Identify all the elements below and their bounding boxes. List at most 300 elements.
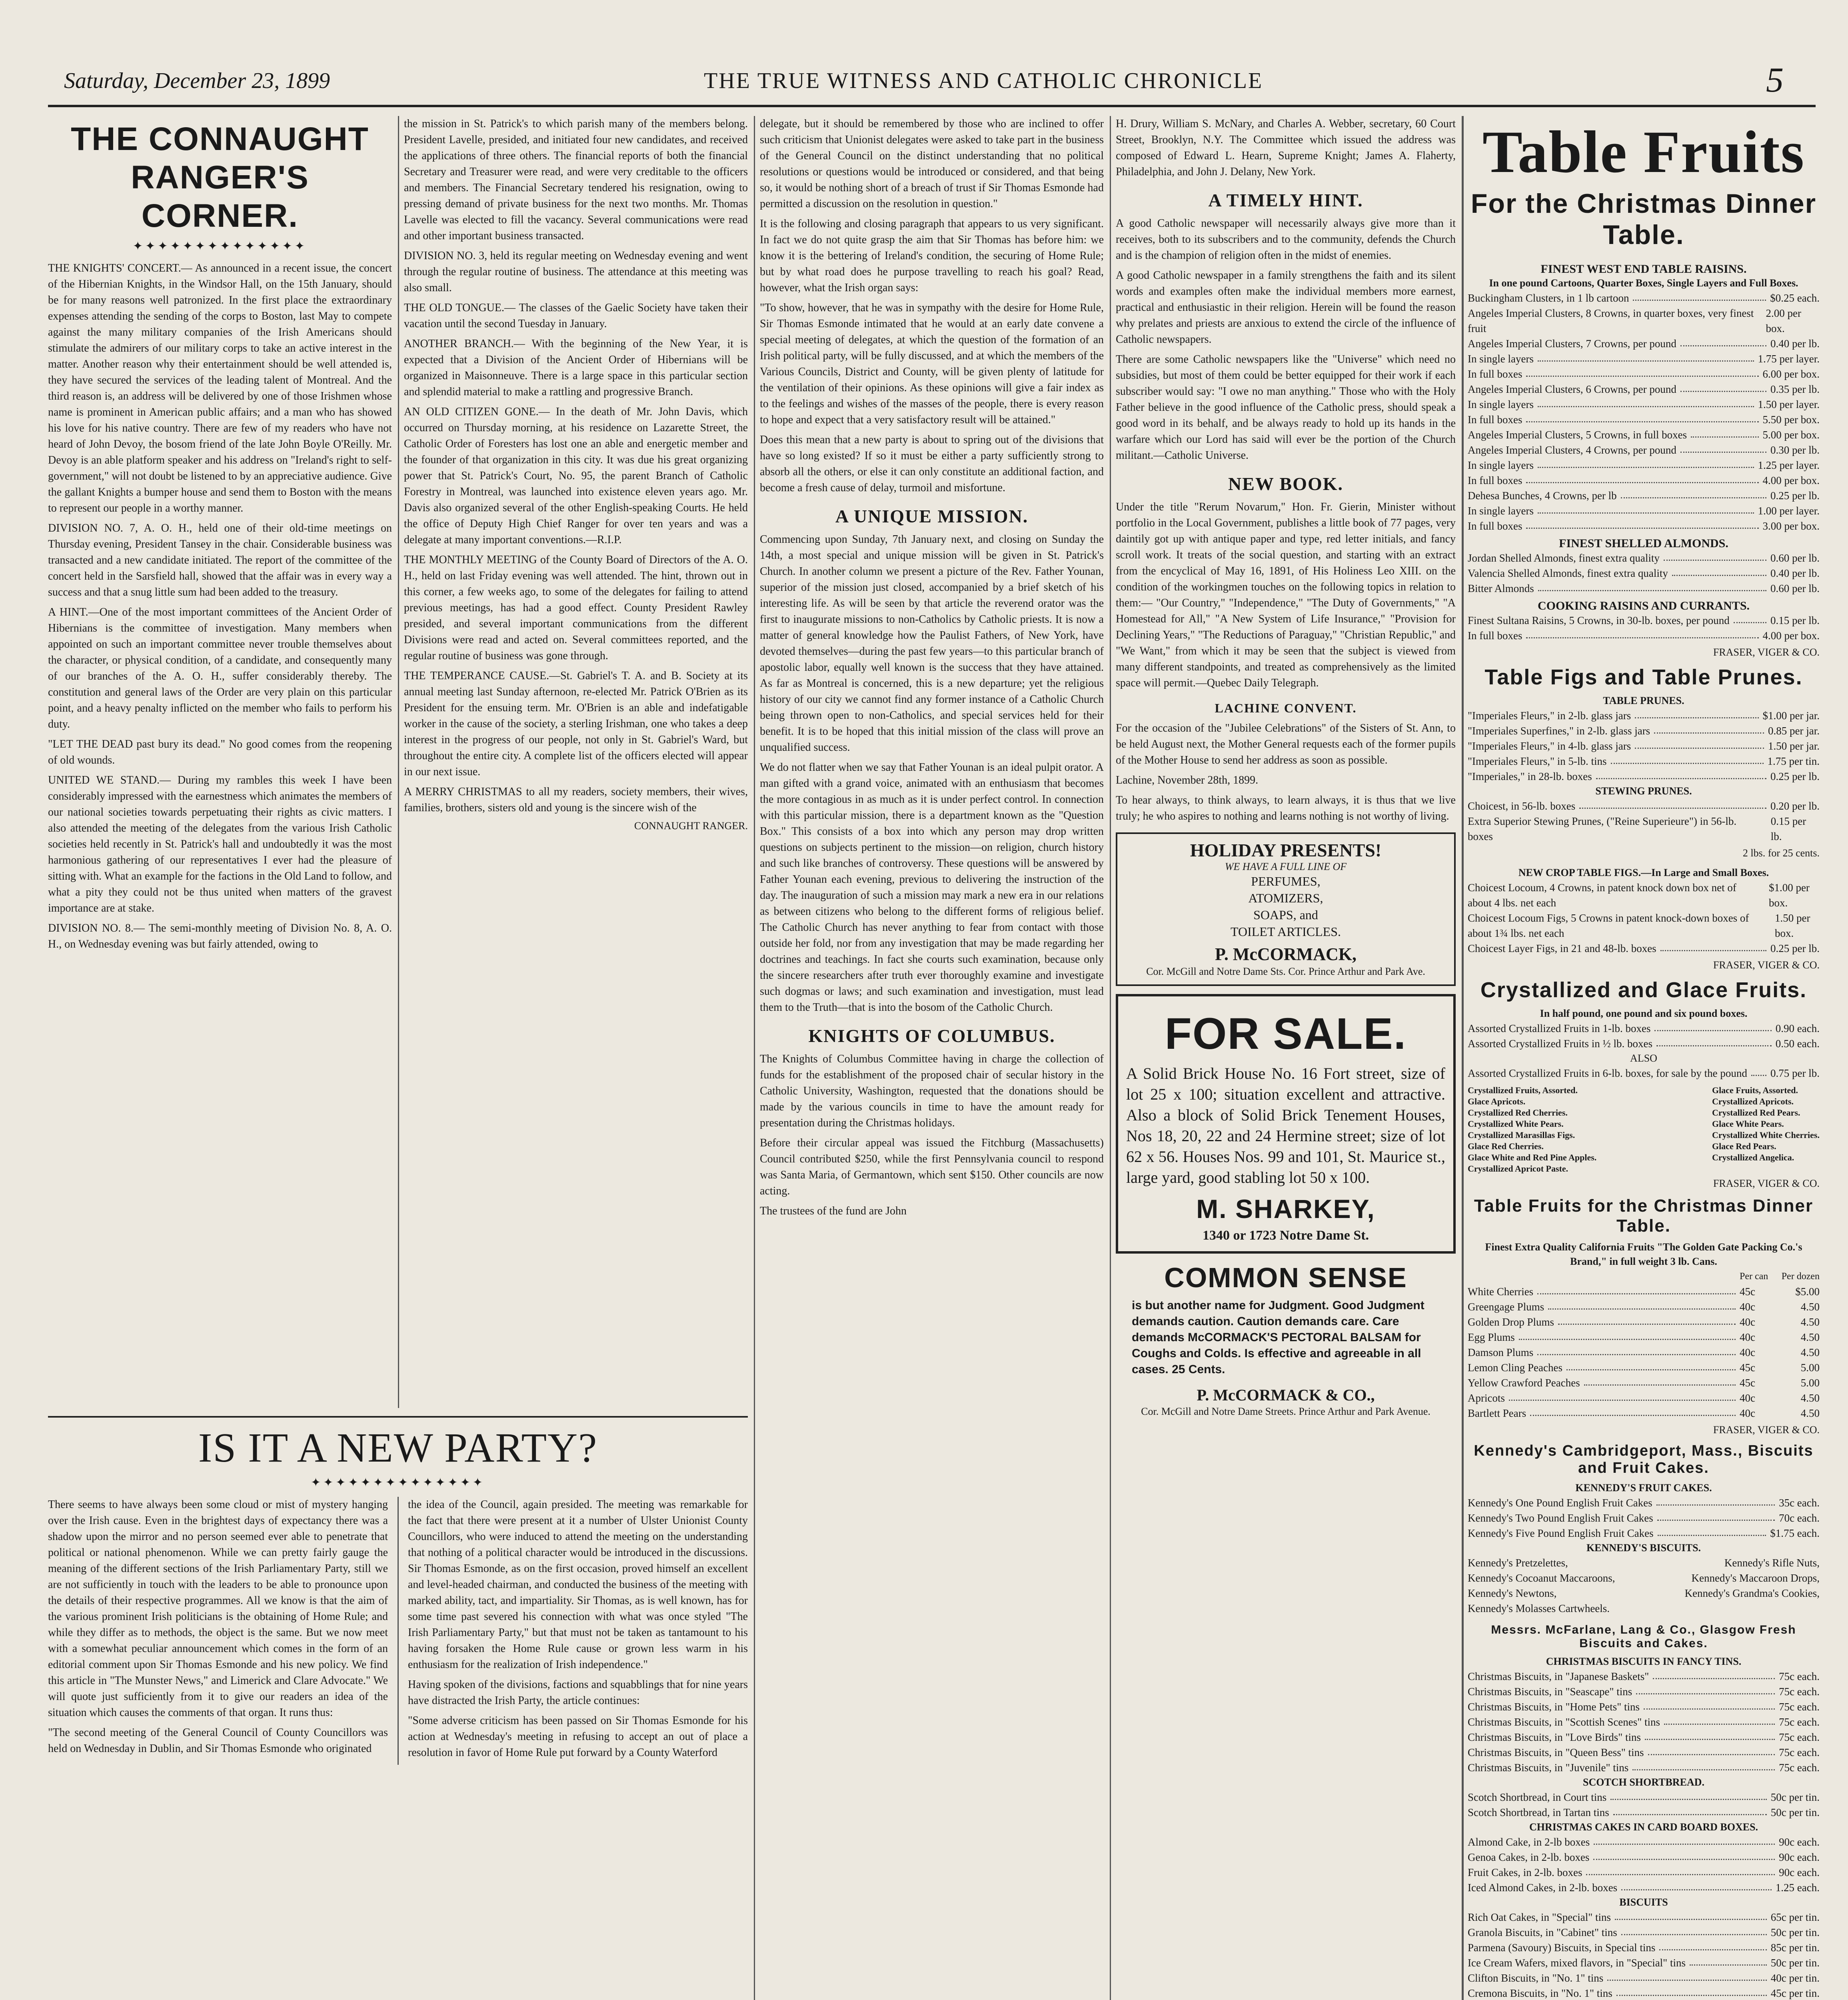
price-row [1468, 1314, 1820, 1330]
leader-dots [1621, 488, 1766, 498]
biscuits-list [1468, 1910, 1820, 2000]
price-per-can: 40c [1740, 1316, 1755, 1328]
leader-dots [1659, 1940, 1766, 1950]
for-sale-address: 1340 or 1723 Notre Dame St. [1202, 1228, 1369, 1243]
paragraph: There are some Catholic newspapers like the "Universe" which need no subsidies, but most of them could be better equipped for their work if each subscriber would say: "I owe no man anything." Those who with the Holy Father believe in the good influence of the Catholic press, should speak a good word in its behalf, and be always ready to hold up its hands in the warfare which our Lord has said will ever be the portion of the Church militant.—Catholic Universe. [1116, 353, 1456, 462]
knights-body [760, 1051, 1104, 1219]
price-row [1468, 336, 1820, 351]
item-price: 75c each. [1779, 1686, 1820, 1698]
price-row [1468, 306, 1820, 336]
item-name: In full boxes [1468, 414, 1522, 426]
item-name: "Imperiales Fleurs," in 2-lb. glass jars [1468, 710, 1631, 722]
item-name: Fruit Cakes, in 2-lb. boxes [1468, 1866, 1582, 1878]
item-name: Christmas Biscuits, in "Love Birds" tins [1468, 1731, 1641, 1743]
item-price: 90c each. [1779, 1866, 1820, 1878]
xmas-biscuits-list [1468, 1669, 1820, 1775]
item-price: 0.15 per lb. [1770, 815, 1806, 842]
item-name: In full boxes [1468, 474, 1522, 486]
item-name: Kennedy's Two Pound English Fruit Cakes [1468, 1512, 1653, 1524]
knights-names: H. Drury, William S. McNary, and Charles A. Webber, secretary, 60 Court Street, Brooklyn, N.Y. The Committee which issued the address was composed of Edward L. Hearn, Supreme Knight; James A. Flaherty, Philadelphia, and John J. Delany, New York. [1116, 118, 1456, 178]
price-per-dozen: 4.50 [1800, 1301, 1820, 1313]
item-name: Clifton Biscuits, in "No. 1" tins [1468, 1972, 1604, 1984]
leader-dots [1586, 1865, 1775, 1875]
paragraph: AN OLD CITIZEN GONE.— In the death of Mr. John Davis, which occurred on Thursday morning, at his residence on Lazarette Street, the Catholic Order of Foresters has lost one an able and energetic member and the founder of that organization in this city. It was due his great organizing power that St. Patrick's Court, No. 95, the parent Branch of Catholic Forestry in Montreal, was launched into existence eleven years ago. Mr. Davis also organized several of the other English-speaking Courts. He held the office of Deputy High Chief Ranger for over ten years and was a delegate at many important conventions.—R.I.P. [404, 406, 748, 546]
paragraph: DIVISION NO. 3, held its regular meeting on Wednesday evening and went through the regular routine of business. The attendance at this meeting was also small. [404, 250, 748, 294]
list-item: ATOMIZERS, [1248, 891, 1323, 905]
newcrop-list [1468, 880, 1820, 956]
item-name: Genoa Cakes, in 2-lb. boxes [1468, 1851, 1590, 1863]
list-item: Glace White Pears. [1712, 1119, 1784, 1129]
paragraph: ANOTHER BRANCH.— With the beginning of the New Year, it is expected that a Division of the Ancient Order of Hibernians will be organized in Maisonneuve. There is a large space in this particular section and splendid material to make a rattling and progressive Branch. [404, 338, 748, 398]
paragraph: A good Catholic newspaper in a family strengthens the faith and its silent words and examples often make the individual members more earnest, practical and enthusiastic in their religion. Herein will be found the reason why prelates and priests are anxious to extend the circle of the influence of Catholic newspapers. [1116, 269, 1456, 346]
leader-dots [1621, 1925, 1767, 1935]
kennedy-cakes-title: KENNEDY'S FRUIT CAKES. [1575, 1482, 1712, 1494]
item-price: 1.25 each. [1775, 1882, 1820, 1894]
item-price: 90c each. [1779, 1836, 1820, 1848]
paragraph: "The second meeting of the General Council of County Councillors was held on Wednesday in Dublin, and Sir Thomas Esmonde who originated [48, 1726, 388, 1755]
prunes-list [1468, 708, 1820, 784]
price-row [1468, 1345, 1820, 1360]
item-name: Valencia Shelled Almonds, finest extra quality [1468, 567, 1668, 579]
price-per-dozen: 4.50 [1800, 1331, 1820, 1343]
item-name: Extra Superior Stewing Prunes, ("Reine Superieure") in 56-lb. boxes [1468, 815, 1737, 842]
item-name: Bitter Almonds [1468, 582, 1534, 594]
list-item: Crystallized Fruits, Assorted. [1468, 1085, 1578, 1095]
crystallized-also: ALSO [1630, 1052, 1657, 1064]
paragraph: The trustees of the fund are John [760, 1205, 907, 1217]
item-price: 0.20 per lb. [1770, 800, 1820, 812]
for-sale-ad [1116, 994, 1456, 1254]
item-name: In single layers [1468, 459, 1534, 471]
paragraph: Having spoken of the divisions, factions and squabblings that for nine years have distracted the Irish Party, the article continues: [408, 1678, 748, 1707]
item-name: Buckingham Clusters, in 1 lb cartoon [1468, 292, 1629, 304]
list-item: Crystallized White Cherries. [1712, 1130, 1820, 1140]
leader-dots [1653, 1669, 1775, 1679]
item-name: Kennedy's Maccaroon Drops, [1691, 1572, 1820, 1584]
leader-dots [1621, 1880, 1772, 1890]
paragraph: Before their circular appeal was issued the Fitchburg (Massachusetts) Council contributed $250, while the first Pennsylvania council to respond was Santa Maria, of Germantown, which sent $150. Other councils are now acting. [760, 1137, 1104, 1197]
price-row [1468, 1955, 1820, 1970]
price-row [1468, 1760, 1820, 1775]
prunes-title: TABLE PRUNES. [1603, 695, 1684, 706]
crystallized-varieties-right [1712, 1085, 1820, 1174]
price-row [1468, 1390, 1820, 1406]
price-row [1468, 503, 1820, 518]
price-row [1468, 1970, 1820, 1986]
kennedy-biscuits-title: KENNEDY'S BISCUITS. [1586, 1542, 1701, 1554]
paragraph: "Some adverse criticism has been passed on Sir Thomas Esmonde for his action at Wednesday's meeting in refusing to accept an out of place a resolution in favor of Home Rule put forward by a County Waterford [408, 1714, 748, 1759]
item-price: 0.35 per lb. [1770, 383, 1820, 395]
leader-dots [1635, 738, 1764, 749]
item-price: 4.00 per box. [1762, 630, 1820, 642]
item-price: 0.85 per jar. [1768, 725, 1820, 737]
leader-dots [1680, 336, 1766, 346]
leader-dots [1526, 412, 1758, 422]
price-per-can: 40c [1740, 1301, 1755, 1313]
price-row [1468, 458, 1820, 473]
price-row [1468, 382, 1820, 397]
newcrop-title: NEW CROP TABLE FIGS.—In Large and Small Boxes. [1518, 867, 1769, 878]
item-price: 0.90 each. [1775, 1022, 1820, 1034]
leader-dots [1648, 1745, 1775, 1755]
new-party-left [48, 1497, 388, 1765]
item-name: Choicest Locoum, 4 Crowns, in patent knock down box net of about 4 lbs. net each [1468, 882, 1736, 909]
holiday-presents-ad [1116, 832, 1456, 986]
item-name: "Imperiales Fleurs," in 4-lb. glass jars [1468, 740, 1631, 752]
item-price: 5.00 per box. [1762, 429, 1820, 441]
leader-dots [1611, 754, 1764, 764]
item-name: Cremona Biscuits, in "No. 1" tins [1468, 1987, 1612, 1999]
biscuits-title: BISCUITS [1619, 1896, 1668, 1908]
item-name: Kennedy's Five Pound English Fruit Cakes [1468, 1527, 1654, 1539]
item-price: 50c per tin. [1770, 1806, 1820, 1818]
price-row [1468, 1036, 1820, 1051]
item-price: 0.15 per lb. [1770, 614, 1820, 626]
price-per-can: 40c [1740, 1346, 1755, 1358]
leader-dots [1519, 1330, 1736, 1340]
price-per-can: 45c [1740, 1362, 1755, 1374]
leader-dots [1680, 382, 1766, 392]
crystallized-title: Crystallized and Glace Fruits. [1480, 978, 1807, 1002]
kennedy-cakes-list [1468, 1495, 1820, 1541]
item-name: Christmas Biscuits, in "Juvenile" tins [1468, 1762, 1629, 1774]
crystallized-varieties-left [1468, 1085, 1596, 1174]
price-row [1468, 290, 1820, 306]
leader-dots [1579, 798, 1766, 809]
item-price: $1.00 per jar. [1762, 710, 1820, 722]
price-row [1468, 738, 1820, 754]
paragraph: delegate, but it should be remembered by those who are inclined to offer such criticism that Unionist delegates were asked to take part in the business of the General Council on the distinct understanding that no political resolutions or questions would be introduced or considered, and that being so, it would be nothing short of a breach of trust if Sir Thomas Esmonde had permitted a discussion on the resolution in question." [760, 118, 1104, 210]
price-row [1468, 1299, 1820, 1314]
raisins-title: FINEST WEST END TABLE RAISINS. [1540, 262, 1747, 276]
holiday-address: Cor. McGill and Notre Dame Sts. Cor. Prince Arthur and Park Ave. [1146, 966, 1425, 977]
new-book-body [1116, 499, 1456, 691]
leader-dots [1607, 1970, 1766, 1981]
unique-mission-body [760, 532, 1104, 1016]
price-row [1468, 412, 1820, 427]
item-price: 0.60 per lb. [1770, 582, 1820, 594]
leader-dots [1526, 473, 1758, 483]
leader-dots [1656, 1495, 1775, 1506]
item-price: 3.00 per box. [1762, 520, 1820, 532]
item-price: 0.50 each. [1775, 1038, 1820, 1050]
price-row [1468, 1865, 1820, 1880]
item-price: 0.25 per lb. [1770, 942, 1820, 954]
for-sale-body: A Solid Brick House No. 16 Fort street, size of lot 25 x 100; situation excellent and attractive. Also a block of Solid Brick Tenement Houses, Nos 18, 20, 22 and 24 Hermine street; size of lot 62 x 56. Houses Nos. 99 and 101, St. Maurice st., large yard, good stabling lot 50 x 100. [1126, 1064, 1445, 1186]
price-per-can: 40c [1740, 1407, 1755, 1419]
for-sale-title: FOR SALE. [1165, 1009, 1407, 1058]
leader-dots [1654, 723, 1764, 734]
paragraph: There seems to have always been some cloud or mist of mystery hanging over the Irish cause. Even in the brightest days of expectancy there was a shadow upon the mirror and no person seemed ever able to penetrate that political or national phenomenon. While we can pretty fairly gauge the meaning of the different sections of the Irish Parliamentary Party, still we are not sufficiently in touch with the leaders to be able to pronounce upon the details of their respective programmes. All we know is that the aim of the various prominent Irish politicians is the obtaining of Home Rule; and while they differ as to methods, the object is the same. But we now meet with a somewhat peculiar announcement which comes in the form of an editorial comment upon Sir Thomas Esmonde and his new policy. We find this article in "The Munster News," and Limerick and Clare Advocate." We will quote just sufficiently from it to give our readers an idea of the situation which causes the comments of that organ. It runs thus: [48, 1498, 388, 1719]
leader-dots [1657, 1510, 1775, 1521]
xmas-fruits-title: Table Fruits for the Christmas Dinner Table. [1474, 1196, 1814, 1236]
item-name: Lemon Cling Peaches [1468, 1362, 1562, 1374]
list-item: Crystallized Marasillas Figs. [1468, 1130, 1575, 1140]
item-name: Christmas Biscuits, in "Seascape" tins [1468, 1686, 1632, 1698]
price-row [1468, 442, 1820, 458]
issue-date: Saturday, December 23, 1899 [64, 68, 330, 93]
price-row [1468, 1360, 1820, 1375]
price-row [1468, 1850, 1820, 1865]
item-name: Iced Almond Cakes, in 2-lb. boxes [1468, 1882, 1618, 1894]
price-row [1468, 910, 1820, 941]
price-row [1468, 1730, 1820, 1745]
item-name: Angeles Imperial Clusters, 4 Crowns, per pound [1468, 444, 1676, 456]
item-price: $1.00 per box. [1768, 882, 1810, 909]
price-row [1468, 769, 1820, 784]
leader-dots [1660, 941, 1766, 951]
leader-dots [1584, 1375, 1736, 1386]
lachine-convent-body [1116, 720, 1456, 788]
item-name: Assorted Crystallized Fruits in ½ lb. boxes [1468, 1038, 1652, 1050]
item-name: Bartlett Pears [1468, 1407, 1526, 1419]
leader-dots [1530, 1406, 1736, 1416]
price-row [1468, 1330, 1820, 1345]
item-price: 50c per tin. [1770, 1957, 1820, 1969]
item-price: 90c each. [1779, 1851, 1820, 1863]
item-name: Kennedy's Pretzelettes, [1468, 1557, 1568, 1569]
for-sale-name: M. SHARKEY, [1196, 1194, 1375, 1224]
item-name: Dehesa Bunches, 4 Crowns, per lb [1468, 490, 1617, 502]
item-name: Angeles Imperial Clusters, 7 Crowns, per pound [1468, 338, 1676, 350]
glasgow-title: Messrs. McFarlane, Lang & Co., Glasgow Fresh Biscuits and Cakes. [1491, 1623, 1796, 1650]
list-item: Glace Red Cherries. [1468, 1141, 1544, 1151]
leader-dots [1537, 1284, 1736, 1294]
price-row [1468, 1284, 1820, 1299]
firm-signature: FRASER, VIGER & CO. [1713, 1424, 1820, 1436]
ranger-corner-title: THE CONNAUGHT RANGER'S CORNER. [71, 121, 369, 234]
cooking-list [1468, 613, 1820, 643]
list-item: Crystallized Red Pears. [1712, 1108, 1800, 1118]
item-price: 1.75 per tin. [1767, 755, 1820, 767]
item-name: In single layers [1468, 398, 1534, 410]
per-dozen-header: Per dozen [1781, 1271, 1820, 1282]
paragraph: THE MONTHLY MEETING of the County Board of Directors of the A. O. H., held on last Friday evening was well attended. The hint, thrown out in this corner, a few weeks ago, to some of the delegates for failing to attend previous meetings, has had a good effect. County President Rawley presided, and several important communications from the different Divisions were read and acted on. Several committees reported, and the regular routine of business was gone through. [404, 554, 748, 662]
ornament-divider: ✦✦✦✦✦✦✦✦✦✦✦✦✦✦ [133, 240, 307, 253]
item-price: 0.25 per lb. [1770, 490, 1820, 502]
paragraph: Commencing upon Sunday, 7th January next, and closing on Sunday the 14th, a most special and unique mission will be given in St. Patrick's Church. In another column we present a picture of the Rev. Father Younan, superior of the mission just closed, accompanied by a brief sketch of his interesting life. As will be seen by that article the reverend orator was the first to inaugurate missions to non-Catholics by Catholic priests. It is now a matter of general knowledge how the Paulist Fathers, of New York, have devoted themselves—during the past few years—to this particular branch of apostolic labor, equally well known is the success that they have attained. As far as Montreal is concerned, this is a new departure; yet the religious history of our city we cannot find any former instance of a Catholic Church being thrown open to non-Catholics, and special services held for their benefit. It is to be hoped that this initial mission of the class will prove an unqualified success. [760, 533, 1104, 754]
item-price: 6.00 per box. [1762, 368, 1820, 380]
price-row [1468, 1669, 1820, 1684]
paragraph: The Knights of Columbus Committee having in charge the collection of funds for the establishment of the proposed chair of secular history in the Catholic University, Washington, requested that the donations should be made by the various councils in time to have the amount ready for presentation during the Christmas holidays. [760, 1053, 1104, 1129]
item-price: 75c each. [1779, 1762, 1820, 1774]
price-row [1468, 1986, 1820, 2000]
crystallized-note: In half pound, one pound and six pound boxes. [1540, 1008, 1748, 1019]
price-row [1468, 723, 1820, 738]
item-price: 1.50 per layer. [1758, 398, 1820, 410]
paragraph: UNITED WE STAND.— During my rambles this week I have been considerably impressed with the earnestness which animates the members of our national societies towards perpetuating their rights as civic matters. I also attended the meeting of the delegates from the various Irish Catholic societies held recently in St. Patrick's hall and undoubtedly it was the most harmonious gathering of our representatives I ever had the pleasure of sitting with. What an example for the factions in the Old Land to follow, and what a pity they could not be thus united when matters of the gravest importance are at stake. [48, 774, 392, 914]
price-row [1468, 1495, 1820, 1510]
price-row [1468, 814, 1820, 844]
column-5-fruit-ad [1468, 116, 1820, 2000]
item-name: Assorted Crystallized Fruits in 6-lb. boxes, for sale by the pound [1468, 1067, 1747, 1079]
paragraph: We do not flatter when we say that Father Younan is an ideal pulpit orator. A man gifted with a grand voice, animated with an enthusiasm that becomes the more contagious in as much as it is under perfect control. In connection with this particular mission, there is a department known as the "Question Box." This consists of a box into which any person may drop written questions on subjects pertinent to the mission—on religion, church history and such like branches of controversy. These questions will be answered by Father Younan each evening, previous to delivering the instruction of the day. The inauguration of such a mission may mark a new era in our relations as between citizens who belong to the different forms of religious belief. The Catholic Church has never anything to fear from contact with those outside her fold, nor from any investigation that may be made regarding her doctrines and teachings. In fact she courts such examination, because only the sincere researchers after truth ever thoroughly examine and investigate such dogmas or laws; and such examination and investigation, must lead them to the Truth—that is into the bosom of the Catholic Church. [760, 761, 1104, 1014]
ranger-corner-body [48, 260, 392, 952]
list-item: Crystallized Angelica. [1712, 1152, 1794, 1162]
price-row [1468, 708, 1820, 723]
price-per-dozen: $5.00 [1795, 1286, 1820, 1298]
item-price: 45c per tin. [1770, 1987, 1820, 1999]
xmas-fruits-note: Finest Extra Quality California Fruits "The Golden Gate Packing Co.'s Brand," in full weight 3 lb. Cans. [1485, 1241, 1802, 1267]
item-name: White Cherries [1468, 1286, 1534, 1298]
knights-title: KNIGHTS OF COLUMBUS. [808, 1026, 1055, 1046]
biscuit-pair-row [1468, 1570, 1820, 1586]
leader-dots [1691, 427, 1758, 438]
item-name: Christmas Biscuits, in "Japanese Baskets" [1468, 1670, 1649, 1682]
price-row [1468, 1406, 1820, 1421]
common-sense-body: is but another name for Judgment. Good Judgment demands caution. Caution demands care. Care demands McCORMACK'S PECTORAL BALSAM for Coughs and Colds. Is effective and agreeable in all cases. 25 Cents. [1132, 1299, 1424, 1376]
list-item: PERFUMES, [1251, 874, 1321, 888]
item-price: 1.50 per box. [1775, 912, 1810, 939]
per-can-header: Per can [1740, 1271, 1768, 1282]
item-name: Kennedy's Molasses Cartwheels. [1468, 1602, 1610, 1614]
cooking-title: COOKING RAISINS AND CURRANTS. [1537, 599, 1750, 612]
item-price: 0.30 per lb. [1770, 444, 1820, 456]
item-name: "Imperiales Fleurs," in 5-lb. tins [1468, 755, 1607, 767]
item-name: Christmas Biscuits, in "Scottish Scenes" tins [1468, 1716, 1660, 1728]
leader-dots [1509, 1390, 1736, 1401]
item-price: 85c per tin. [1770, 1942, 1820, 1954]
paragraph: the idea of the Council, again presided. The meeting was remarkable for the fact that there were present at it a number of Ulster Unionist County Councillors, who were induced to attend the meeting on the understanding that nothing of a political character would be introduced in the discussions. Sir Thomas Esmonde, as on the first occasion, proved himself an excellent and level-headed chairman, and conducted the business of the meeting with marked ability, tact, and impartiality. Sir Thomas, as is well known, has for some time past severed his connection with what was once styled "The Irish Parliamentary Party," but that must not be taken as tantamount to his having forsaken the Home Rule cause or grown less warm in his enthusiasm for the realization of Irish independence." [408, 1498, 748, 1671]
stewing-note: 2 lbs. for 25 cents. [1742, 847, 1820, 859]
list-item: Glace White and Red Pine Apples. [1468, 1152, 1597, 1162]
item-name: In full boxes [1468, 630, 1522, 642]
price-row [1468, 397, 1820, 412]
holiday-title: HOLIDAY PRESENTS! [1190, 840, 1382, 860]
item-price: 75c each. [1779, 1670, 1820, 1682]
item-name: Angeles Imperial Clusters, 5 Crowns, in full boxes [1468, 429, 1687, 441]
firm-signature: FRASER, VIGER & CO. [1713, 959, 1820, 971]
item-price: 4.00 per box. [1762, 474, 1820, 486]
new-book-title: NEW BOOK. [1228, 474, 1344, 494]
item-price: 40c per tin. [1770, 1972, 1820, 1984]
item-name: Rich Oat Cakes, in "Special" tins [1468, 1911, 1611, 1923]
raisins-list [1468, 290, 1820, 534]
item-price: 65c per tin. [1770, 1911, 1820, 1923]
price-row [1468, 941, 1820, 956]
crystallized-six-list [1468, 1066, 1820, 1081]
paragraph: A HINT.—One of the most important committees of the Ancient Order of Hibernians is the committee of investigation. Many members when appointed on such an important committee never trouble themselves about the character, or physical condition, of a candidate, and consequently many of our branches of the A. O. H., suffer considerably thereby. The constitution and general laws of the Order are very plain on this particular point, and a heavy penalty inflicted on the member who fails to perform his duty. [48, 606, 392, 730]
item-name: Apricots [1468, 1392, 1505, 1404]
leader-dots [1654, 1021, 1771, 1031]
leader-dots [1526, 628, 1758, 638]
price-row [1468, 550, 1820, 566]
almonds-title: FINEST SHELLED ALMONDS. [1559, 537, 1728, 550]
leader-dots [1656, 1036, 1772, 1046]
ornament-divider: ✦✦✦✦✦✦✦✦✦✦✦✦✦✦ [311, 1476, 485, 1489]
leader-dots [1593, 1850, 1775, 1860]
item-name: Parmena (Savoury) Biscuits, in Special tins [1468, 1942, 1656, 1954]
item-price: 50c per tin. [1770, 1926, 1820, 1938]
price-per-can: 45c [1740, 1377, 1755, 1389]
price-row [1468, 1790, 1820, 1805]
column-divider [398, 116, 399, 1408]
new-party-continued [760, 116, 1104, 496]
item-name: Kennedy's Cocoanut Maccaroons, [1468, 1572, 1615, 1584]
unique-mission-title: A UNIQUE MISSION. [835, 506, 1029, 526]
leader-dots [1548, 1299, 1736, 1310]
paragraph: A MERRY CHRISTMAS to all my readers, society members, their wives, families, brothers, sisters old and young is the sincere wish of the [404, 786, 748, 814]
page-number: 5 [1766, 61, 1784, 100]
list-item: Crystallized Apricots. [1712, 1096, 1794, 1106]
item-name: Kennedy's Grandma's Cookies, [1684, 1587, 1820, 1599]
item-name: Choicest Layer Figs, in 21 and 48-lb. boxes [1468, 942, 1656, 954]
leader-dots [1672, 566, 1766, 576]
leader-dots [1526, 366, 1758, 377]
price-row [1468, 1925, 1820, 1940]
list-item: Crystallized Red Cherries. [1468, 1108, 1568, 1118]
item-price: 1.50 per jar. [1768, 740, 1820, 752]
item-price: $0.25 each. [1770, 292, 1820, 304]
price-row [1468, 798, 1820, 814]
price-per-can: 40c [1740, 1392, 1755, 1404]
item-name: "Imperiales," in 28-lb. boxes [1468, 770, 1592, 782]
new-party-article [48, 1416, 748, 2000]
header-rule [48, 105, 1816, 107]
table-fruits-subtitle: For the Christmas Dinner Table. [1470, 188, 1817, 250]
stewing-list [1468, 798, 1820, 844]
leader-dots [1538, 397, 1754, 407]
holiday-sub: WE HAVE A FULL LINE OF [1225, 861, 1347, 872]
item-name: In single layers [1468, 353, 1534, 365]
item-name: Angeles Imperial Clusters, 8 Crowns, in quarter boxes, very finest fruit [1468, 307, 1754, 334]
price-row [1468, 1699, 1820, 1714]
price-row [1468, 473, 1820, 488]
leader-dots [1616, 1986, 1767, 1996]
list-item: TOILET ARTICLES. [1231, 924, 1341, 939]
item-name: Almond Cake, in 2-lb boxes [1468, 1836, 1590, 1848]
xmas-biscuits-title: CHRISTMAS BISCUITS IN FANCY TINS. [1546, 1656, 1742, 1667]
item-name: In single layers [1468, 505, 1534, 517]
item-price: 5.50 per box. [1762, 414, 1820, 426]
list-item: Glace Red Pears. [1712, 1141, 1776, 1151]
price-row [1468, 427, 1820, 442]
kennedy-biscuits-list [1468, 1555, 1820, 1616]
column-3 [760, 116, 1104, 2000]
price-row [1468, 1375, 1820, 1390]
price-row [1468, 1910, 1820, 1925]
column-2 [404, 116, 748, 1328]
price-row [1468, 1510, 1820, 1526]
price-per-can: 45c [1740, 1286, 1755, 1298]
leader-dots [1610, 1790, 1767, 1800]
leader-dots [1538, 503, 1754, 514]
price-row [1468, 1880, 1820, 1895]
leader-dots [1734, 613, 1766, 623]
common-sense-title: COMMON SENSE [1164, 1262, 1407, 1293]
item-name: In full boxes [1468, 368, 1522, 380]
paragraph: DIVISION NO. 8.— The semi-monthly meeting of Division No. 8, A. O. H., on Wednesday evening was but fairly attended, owing to [48, 922, 392, 950]
item-price: 1.25 per layer. [1758, 459, 1820, 471]
biscuit-pair-row [1468, 1586, 1820, 1601]
item-name: Assorted Crystallized Fruits in 1-lb. boxes [1468, 1022, 1651, 1034]
leader-dots [1690, 1955, 1767, 1966]
biscuit-pair-row [1468, 1555, 1820, 1570]
item-name: Granola Biscuits, in "Cabinet" tins [1468, 1926, 1617, 1938]
item-name: Greengage Plums [1468, 1301, 1544, 1313]
item-name: Egg Plums [1468, 1331, 1515, 1343]
item-price: 35c each. [1779, 1497, 1820, 1509]
ranger-corner-continued [404, 116, 748, 816]
firm-signature: FRASER, VIGER & CO. [1713, 1178, 1820, 1189]
biscuit-pair-row [1468, 1601, 1820, 1616]
item-name: Damson Plums [1468, 1346, 1534, 1358]
leader-dots [1636, 1684, 1775, 1694]
item-name: Ice Cream Wafers, mixed flavors, in "Special" tins [1468, 1957, 1686, 1969]
price-per-dozen: 4.50 [1800, 1346, 1820, 1358]
price-row [1468, 628, 1820, 643]
item-price: 0.40 per lb. [1770, 567, 1820, 579]
